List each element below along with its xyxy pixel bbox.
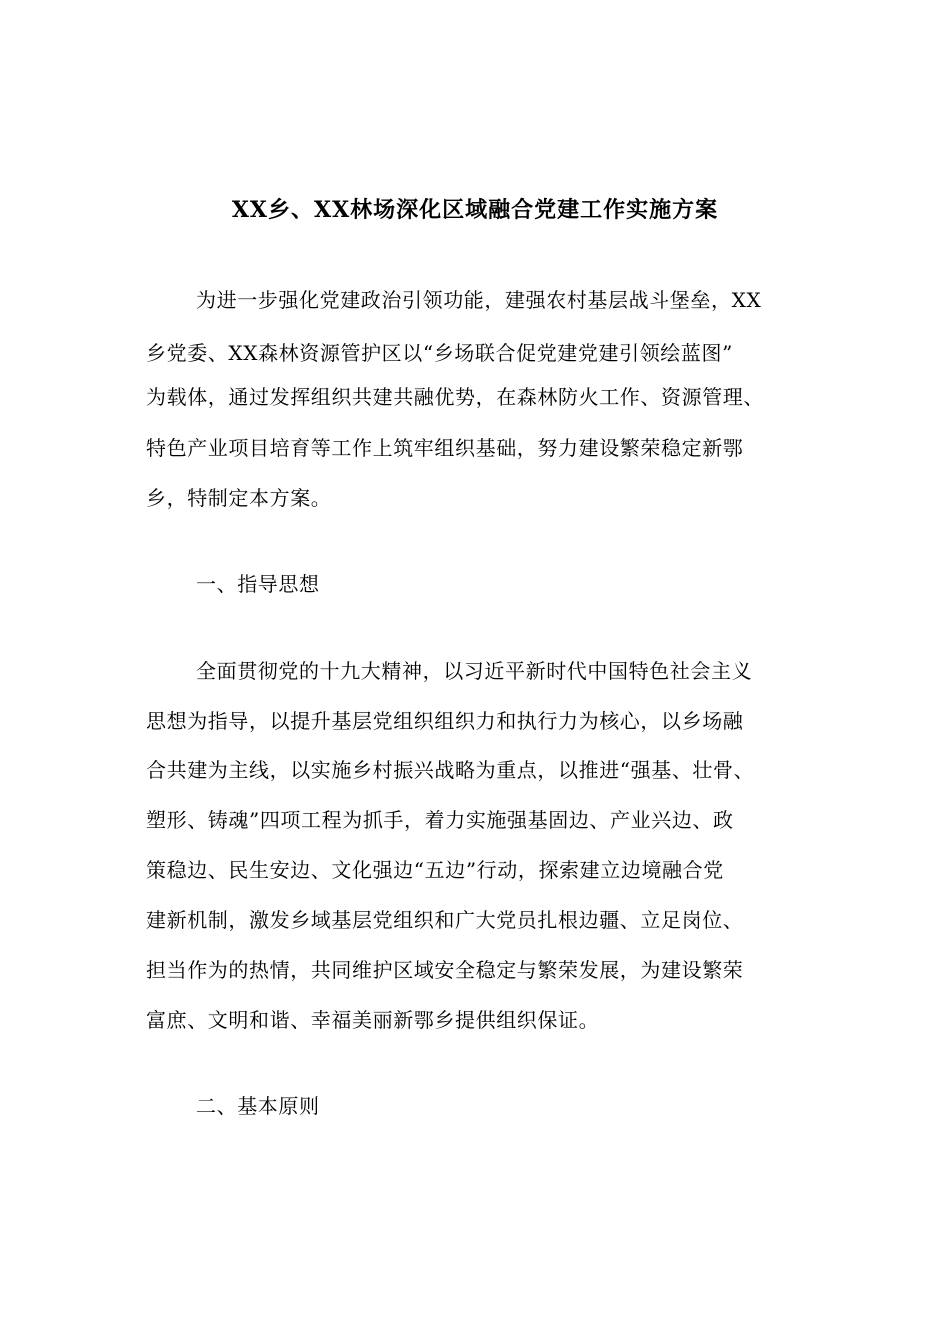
intro-line-2: 乡党委、XX森林资源管护区以“乡场联合促党建党建引领绘蓝图” bbox=[146, 341, 733, 365]
section1-line-7: 担当作为的热情，共同维护区域安全稳定与繁荣发展，为建设繁荣 bbox=[146, 958, 744, 982]
section1-line-6: 建新机制，激发乡域基层党组织和广大党员扎根边疆、立足岗位、 bbox=[146, 908, 744, 932]
section1-line-3: 合共建为主线，以实施乡村振兴战略为重点，以推进“强基、壮骨、 bbox=[146, 758, 755, 782]
section-heading-guiding-ideology: 一、指导思想 bbox=[196, 572, 320, 596]
section1-line-5: 策稳边、民生安边、文化强边“五边”行动，探索建立边境融合党 bbox=[146, 858, 724, 882]
section1-line-2: 思想为指导，以提升基层党组织组织力和执行力为核心，以乡场融 bbox=[146, 709, 744, 733]
section-heading-basic-principles: 二、基本原则 bbox=[196, 1094, 320, 1118]
intro-line-5: 乡，特制定本方案。 bbox=[146, 486, 332, 510]
intro-line-3: 为载体，通过发挥组织共建共融优势，在森林防火工作、资源管理、 bbox=[146, 385, 764, 409]
section1-line-1: 全面贯彻党的十九大精神，以习近平新时代中国特色社会主义 bbox=[196, 659, 753, 683]
section1-line-8: 富庶、文明和谐、幸福美丽新鄂乡提供组织保证。 bbox=[146, 1008, 600, 1032]
intro-line-4: 特色产业项目培育等工作上筑牢组织基础，努力建设繁荣稳定新鄂 bbox=[146, 436, 744, 460]
intro-line-1: 为进一步强化党建政治引领功能，建强农村基层战斗堡垒，XX bbox=[196, 288, 762, 312]
document-title: XX乡、XX林场深化区域融合党建工作实施方案 bbox=[231, 197, 719, 223]
section1-line-4: 塑形、铸魂”四项工程为抓手，着力实施强基固边、产业兴边、政 bbox=[146, 808, 734, 832]
